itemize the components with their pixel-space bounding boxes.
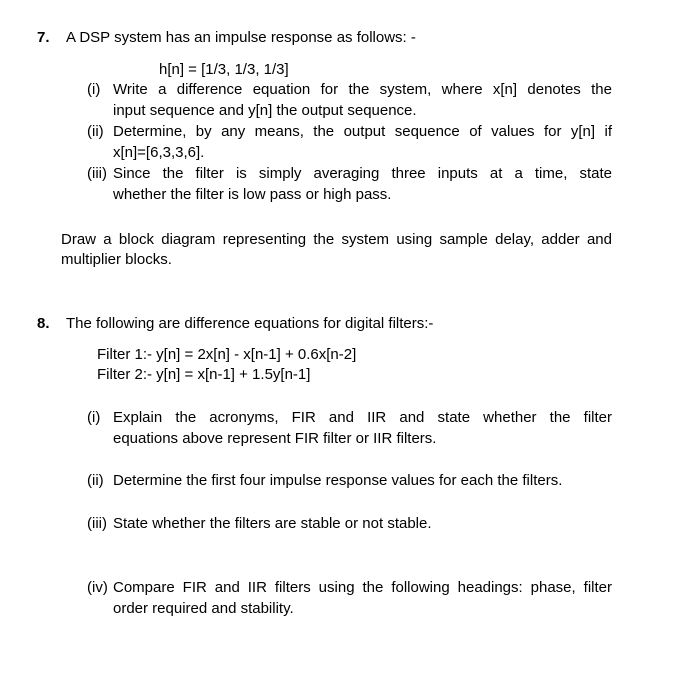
- q8-part-i-line1: Explain the acronyms, FIR and IIR and state whether the filter: [113, 409, 612, 426]
- q7-part-ii-label: (ii): [87, 123, 104, 140]
- question-7-intro: A DSP system has an impulse response as follows: -: [66, 29, 416, 46]
- q7-part-ii-line2: x[n]=[6,3,3,6].: [113, 144, 205, 161]
- q7-part-iii-label: (iii): [87, 165, 107, 182]
- q7-part-i-label: (i): [87, 81, 101, 98]
- q7-part-iii-line1: Since the filter is simply averaging three inputs at a time, state: [113, 165, 612, 182]
- q7-part-i-line2: input sequence and y[n] the output sequence.: [113, 102, 417, 119]
- q8-part-iv-line2: order required and stability.: [113, 600, 294, 617]
- q8-part-iv-label: (iv): [87, 579, 108, 596]
- q7-part-iii-line2: whether the filter is low pass or high pass.: [113, 186, 392, 203]
- block-diagram-instruction-line2: multiplier blocks.: [61, 251, 172, 268]
- block-diagram-instruction-line1: Draw a block diagram representing the system using sample delay, adder and: [61, 231, 612, 248]
- q8-part-iii-label: (iii): [87, 515, 107, 532]
- q8-part-ii-line1: Determine the first four impulse response values for each the filters.: [113, 472, 563, 489]
- q8-part-i-line2: equations above represent FIR filter or IIR filters.: [113, 430, 437, 447]
- q7-part-i-line1: Write a difference equation for the system, where x[n] denotes the: [113, 81, 612, 98]
- question-7-number: 7.: [37, 29, 50, 46]
- q8-part-iii-line1: State whether the filters are stable or not stable.: [113, 515, 432, 532]
- q8-part-i-label: (i): [87, 409, 101, 426]
- question-8-number: 8.: [37, 315, 50, 332]
- filter-2-equation: Filter 2:- y[n] = x[n-1] + 1.5y[n-1]: [97, 366, 311, 383]
- q8-part-ii-label: (ii): [87, 472, 104, 489]
- q8-part-iv-line1: Compare FIR and IIR filters using the following headings: phase, filter: [113, 579, 612, 596]
- filter-1-equation: Filter 1:- y[n] = 2x[n] - x[n-1] + 0.6x[n-2]: [97, 346, 357, 363]
- impulse-response-equation: h[n] = [1/3, 1/3, 1/3]: [159, 61, 289, 78]
- q7-part-ii-line1: Determine, by any means, the output sequence of values for y[n] if: [113, 123, 612, 140]
- question-8-intro: The following are difference equations for digital filters:-: [66, 315, 434, 332]
